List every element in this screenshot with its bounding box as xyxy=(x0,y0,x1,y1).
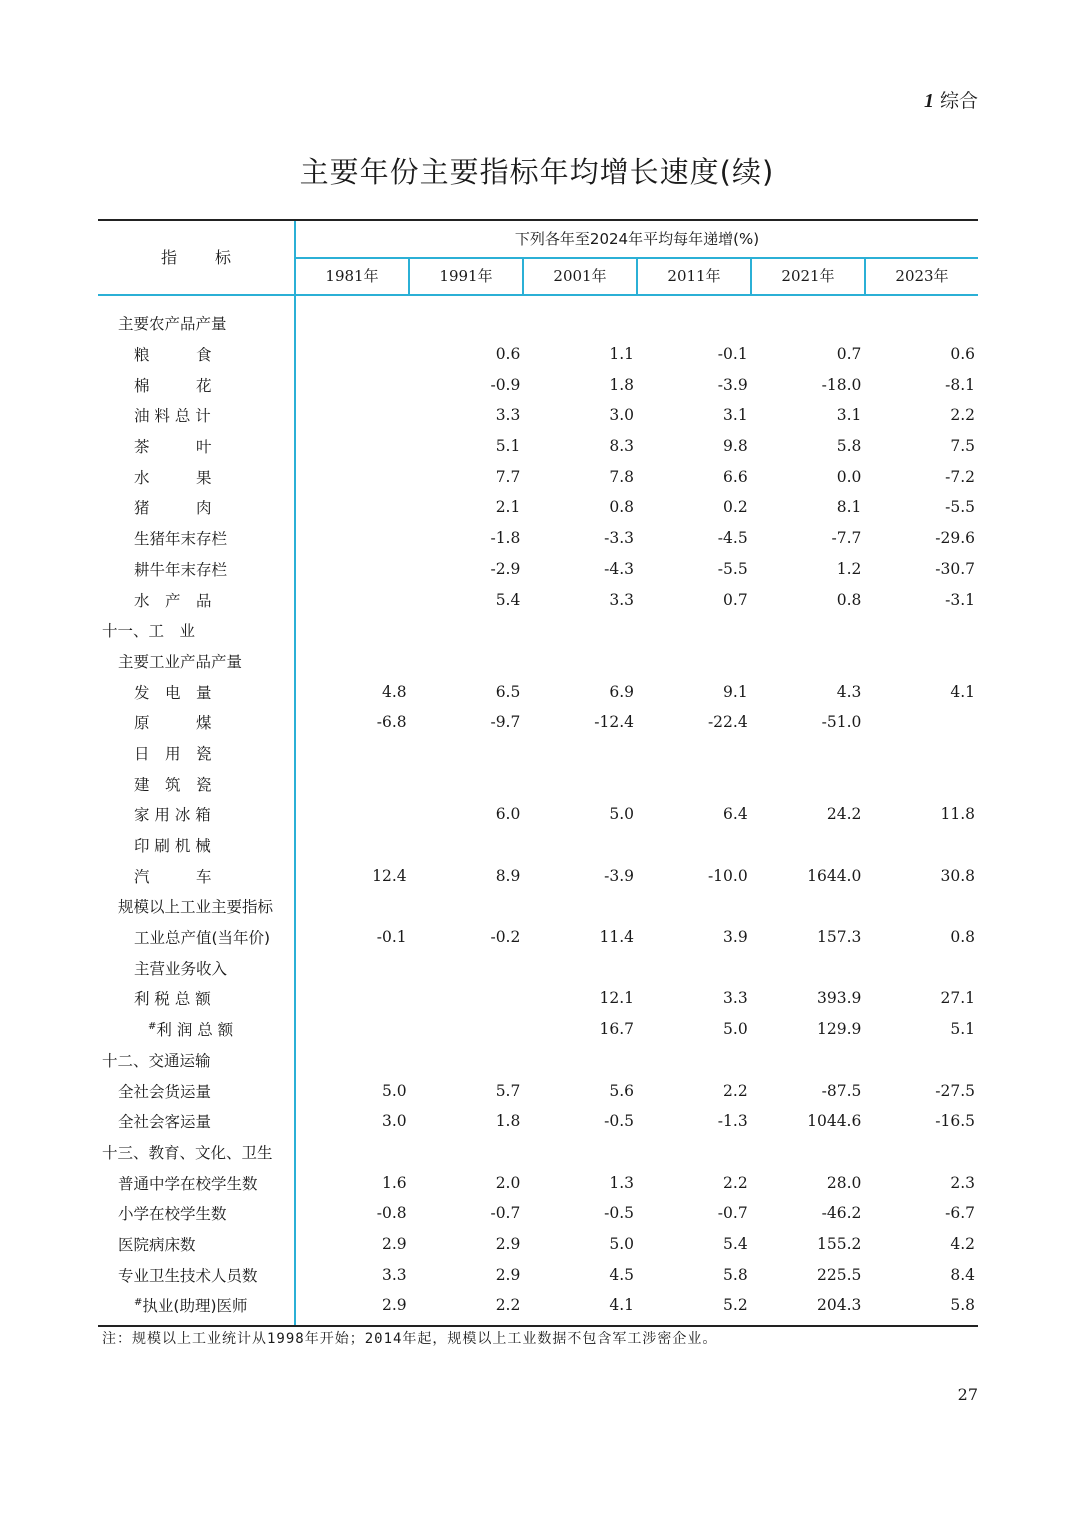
table-row xyxy=(98,860,978,891)
table-row xyxy=(98,1198,978,1229)
table-row xyxy=(98,1014,978,1045)
year-header: 2021年 xyxy=(750,259,864,294)
table-cell: -0.8 xyxy=(376,1204,407,1223)
table-cell: -7.7 xyxy=(831,529,862,548)
row-label-text: 原 煤 xyxy=(134,714,212,733)
table-cell: 5.8 xyxy=(950,1296,976,1315)
table-cell: 3.0 xyxy=(382,1112,407,1131)
row-label-text: 粮 食 xyxy=(134,346,212,365)
table-cell: 5.2 xyxy=(723,1296,748,1315)
table-cell: -2.9 xyxy=(490,559,521,578)
table-row xyxy=(98,676,978,707)
table-cell: 5.8 xyxy=(836,437,862,456)
table-cell: -5.5 xyxy=(717,559,748,578)
table-cell: -0.2 xyxy=(490,928,521,947)
row-label-text: 全社会货运量 xyxy=(118,1082,212,1101)
table-cell: 11.4 xyxy=(599,928,635,947)
table-cell: -6.8 xyxy=(376,713,407,732)
table-cell: -0.5 xyxy=(604,1204,635,1223)
chapter-number: 1 xyxy=(923,90,934,112)
table-cell: 1.2 xyxy=(836,559,862,578)
table-cell: 6.4 xyxy=(723,805,748,824)
chapter-name: 综合 xyxy=(939,90,978,112)
row-prefix-mark: # xyxy=(134,1297,143,1309)
row-label xyxy=(98,527,296,549)
table-row xyxy=(98,1045,978,1076)
table-cell: -3.1 xyxy=(945,590,976,609)
row-label-text: 日 用 瓷 xyxy=(134,744,212,763)
table-cell: 1.3 xyxy=(609,1173,635,1192)
table-cell: 3.3 xyxy=(495,406,521,425)
table-cell: 157.3 xyxy=(816,928,862,947)
row-label-text: 全社会客运量 xyxy=(118,1113,212,1132)
row-label-text: 家 用 冰 箱 xyxy=(134,806,211,825)
row-label-text: 工业总产值(当年价) xyxy=(134,929,271,948)
table-cell: 0.7 xyxy=(723,590,748,609)
footnote: 注：规模以上工业统计从1998年开始；2014年起，规模以上工业数据不包含军工涉密企业。 xyxy=(102,1331,718,1347)
row-label-text: 猪 肉 xyxy=(134,499,212,518)
table-cell xyxy=(296,989,410,1007)
table-cell: 2.2 xyxy=(723,1081,748,1100)
table-cell: -22.4 xyxy=(707,713,748,732)
table-cell: 204.3 xyxy=(816,1296,862,1315)
row-label xyxy=(98,1110,296,1132)
table-cell: -9.7 xyxy=(490,713,521,732)
table-cell: 5.8 xyxy=(723,1265,748,1284)
table-cell: 1.6 xyxy=(382,1173,407,1192)
table-cell: 5.4 xyxy=(723,1234,748,1253)
table-cell: 5.7 xyxy=(495,1081,521,1100)
table-cell: 1.1 xyxy=(609,345,635,364)
table-row xyxy=(98,554,978,585)
table-cell: 2.1 xyxy=(495,498,521,517)
data-table xyxy=(98,219,978,1327)
row-label-text: 十二、交通运输 xyxy=(102,1051,211,1070)
table-cell: 5.4 xyxy=(495,590,521,609)
table-cell: -0.7 xyxy=(717,1204,748,1223)
table-row xyxy=(98,922,978,953)
table-cell: 2.9 xyxy=(382,1296,407,1315)
table-cell: -16.5 xyxy=(935,1112,976,1131)
year-header: 2023年 xyxy=(864,259,978,294)
table-cell: 28.0 xyxy=(826,1173,862,1192)
row-label-text: 医院病床数 xyxy=(118,1235,196,1254)
table-cell: 11.8 xyxy=(940,805,976,824)
table-cell: 6.6 xyxy=(723,467,748,486)
table-cell: -0.7 xyxy=(490,1204,521,1223)
table-cell: -0.9 xyxy=(490,375,521,394)
row-label xyxy=(98,374,296,396)
table-row xyxy=(98,1167,978,1198)
row-label-text: 印 刷 机 械 xyxy=(134,837,211,856)
table-cell: 0.7 xyxy=(836,345,862,364)
table-cell: 0.8 xyxy=(609,498,635,517)
row-label xyxy=(98,926,296,948)
row-label xyxy=(98,987,296,1009)
row-label xyxy=(98,742,296,764)
table-row xyxy=(98,983,978,1014)
table-cell: 6.0 xyxy=(495,805,521,824)
table-body xyxy=(98,296,978,1325)
table-row xyxy=(98,646,978,677)
table-cell: 2.2 xyxy=(950,406,976,425)
table-row xyxy=(98,339,978,370)
row-label xyxy=(98,1141,296,1163)
table-cell: -0.1 xyxy=(717,345,748,364)
table-row xyxy=(98,1259,978,1290)
row-label-text: 执业(助理)医师 xyxy=(142,1297,248,1316)
table-row xyxy=(98,768,978,799)
row-label xyxy=(98,1018,296,1040)
table-cell xyxy=(296,376,410,394)
table-cell xyxy=(410,1020,524,1038)
row-label xyxy=(98,312,296,334)
row-label-text: 发 电 量 xyxy=(134,683,212,702)
table-cell: 2.0 xyxy=(495,1173,521,1192)
table-cell xyxy=(410,989,524,1007)
row-label-text: 生猪年末存栏 xyxy=(134,530,228,549)
table-cell: 8.9 xyxy=(495,866,521,885)
table-cell: -27.5 xyxy=(935,1081,976,1100)
table-cell: 0.6 xyxy=(495,345,521,364)
table-cell: 155.2 xyxy=(816,1234,862,1253)
row-label xyxy=(98,466,296,488)
table-cell: 1.8 xyxy=(495,1112,521,1131)
row-label-text: 建 筑 瓷 xyxy=(134,775,212,794)
table-cell: 5.0 xyxy=(609,805,635,824)
table-row xyxy=(98,1137,978,1168)
table-cell xyxy=(296,437,410,455)
table-cell: -3.3 xyxy=(604,529,635,548)
row-label xyxy=(98,773,296,795)
row-label xyxy=(98,865,296,887)
table-cell: 4.1 xyxy=(950,682,976,701)
table-cell: -3.9 xyxy=(717,375,748,394)
row-label xyxy=(98,1202,296,1224)
row-label xyxy=(98,1233,296,1255)
row-label-text: 耕牛年末存栏 xyxy=(134,560,228,579)
table-cell: -87.5 xyxy=(821,1081,862,1100)
table-cell: 8.1 xyxy=(836,498,862,517)
table-cell: -10.0 xyxy=(707,866,748,885)
row-label xyxy=(98,1294,296,1316)
row-label xyxy=(98,435,296,457)
row-label-text: 利 润 总 额 xyxy=(156,1021,234,1040)
table-cell xyxy=(296,591,410,609)
table-cell: 2.9 xyxy=(382,1234,407,1253)
table-cell: 5.0 xyxy=(609,1234,635,1253)
row-prefix-mark: # xyxy=(148,1021,157,1033)
table-cell: 3.3 xyxy=(723,989,748,1008)
row-label-text: 主营业务收入 xyxy=(134,959,228,978)
row-label xyxy=(98,1080,296,1102)
row-label-text: 利 税 总 额 xyxy=(134,990,211,1009)
table-cell: 4.3 xyxy=(836,682,862,701)
table-cell xyxy=(864,713,978,731)
table-row xyxy=(98,1290,978,1321)
table-cell: 4.1 xyxy=(609,1296,635,1315)
table-cell: 0.8 xyxy=(836,590,862,609)
span-header: 下列各年至2024年平均每年递增(%) xyxy=(296,221,978,259)
table-cell: -1.8 xyxy=(490,529,521,548)
table-cell: 5.1 xyxy=(495,437,521,456)
table-cell: -7.2 xyxy=(945,467,976,486)
row-label-text: 小学在校学生数 xyxy=(118,1205,227,1224)
chapter-header xyxy=(924,86,978,113)
table-cell: 6.9 xyxy=(609,682,635,701)
table-cell: 393.9 xyxy=(816,989,862,1008)
row-label-text: 水 果 xyxy=(134,468,212,487)
table-cell: 129.9 xyxy=(816,1020,862,1039)
row-label xyxy=(98,1172,296,1194)
table-cell: -51.0 xyxy=(821,713,862,732)
table-row xyxy=(98,830,978,861)
row-label-text: 专业卫生技术人员数 xyxy=(118,1266,258,1285)
table-row xyxy=(98,492,978,523)
table-cell: 16.7 xyxy=(599,1020,635,1039)
table-cell: -5.5 xyxy=(945,498,976,517)
table-cell: 7.7 xyxy=(495,467,521,486)
table-cell: -0.1 xyxy=(376,928,407,947)
table-cell: 0.0 xyxy=(836,467,862,486)
row-label-text: 普通中学在校学生数 xyxy=(118,1174,258,1193)
row-label-text: 汽 车 xyxy=(134,867,212,886)
row-label-text: 油 料 总 计 xyxy=(134,407,211,426)
table-row xyxy=(98,523,978,554)
table-cell: 5.0 xyxy=(723,1020,748,1039)
table-cell xyxy=(296,345,410,363)
row-label xyxy=(98,404,296,426)
year-header: 2001年 xyxy=(522,259,636,294)
row-label xyxy=(98,834,296,856)
table-row xyxy=(98,431,978,462)
row-label-text: 规模以上工业主要指标 xyxy=(118,898,274,917)
table-cell: 5.0 xyxy=(382,1081,407,1100)
table-cell: -30.7 xyxy=(935,559,976,578)
table-cell: 5.6 xyxy=(609,1081,635,1100)
table-row xyxy=(98,799,978,830)
table-cell: 2.9 xyxy=(495,1265,521,1284)
table-cell: 9.1 xyxy=(723,682,748,701)
row-label xyxy=(98,895,296,917)
table-cell: 3.0 xyxy=(609,406,635,425)
table-cell: 9.8 xyxy=(723,437,748,456)
table-cell xyxy=(296,498,410,516)
row-label xyxy=(98,496,296,518)
table-row xyxy=(98,1229,978,1260)
table-cell: -0.5 xyxy=(604,1112,635,1131)
row-label xyxy=(98,343,296,365)
table-row xyxy=(98,1075,978,1106)
table-header xyxy=(98,221,978,296)
table-cell: 3.1 xyxy=(723,406,748,425)
table-row xyxy=(98,400,978,431)
table-cell: 2.2 xyxy=(495,1296,521,1315)
table-cell: -18.0 xyxy=(821,375,862,394)
table-cell: -4.3 xyxy=(604,559,635,578)
table-cell xyxy=(296,529,410,547)
year-header: 1981年 xyxy=(325,267,379,285)
table-cell: 3.1 xyxy=(836,406,862,425)
row-label-text: 水 产 品 xyxy=(134,591,212,610)
table-row xyxy=(98,952,978,983)
row-label-text: 茶 叶 xyxy=(134,438,212,457)
table-cell: 1644.0 xyxy=(807,866,862,885)
table-cell: 7.5 xyxy=(950,437,976,456)
table-cell: -46.2 xyxy=(821,1204,862,1223)
table-cell: -4.5 xyxy=(717,529,748,548)
row-label-text: 十一、工 业 xyxy=(102,622,196,641)
row-label xyxy=(98,711,296,733)
row-label xyxy=(98,957,296,979)
row-label xyxy=(98,803,296,825)
table-row xyxy=(98,615,978,646)
table-cell: 0.6 xyxy=(950,345,976,364)
table-cell xyxy=(296,406,410,424)
table-cell: 3.3 xyxy=(382,1265,407,1284)
row-label xyxy=(98,650,296,672)
table-cell: 2.2 xyxy=(723,1173,748,1192)
table-cell: -12.4 xyxy=(594,713,635,732)
table-cell: 3.3 xyxy=(609,590,635,609)
table-row xyxy=(98,738,978,769)
row-label-text: 主要农产品产量 xyxy=(118,315,227,334)
table-cell: 225.5 xyxy=(816,1265,862,1284)
table-cell: -8.1 xyxy=(945,375,976,394)
page-title: 主要年份主要指标年均增长速度(续) xyxy=(299,155,775,189)
table-cell: 24.2 xyxy=(826,805,862,824)
table-cell: 4.2 xyxy=(950,1234,976,1253)
table-cell: 1.8 xyxy=(609,375,635,394)
table-cell: 5.1 xyxy=(950,1020,976,1039)
table-cell: 27.1 xyxy=(940,989,976,1008)
table-row xyxy=(98,461,978,492)
table-cell xyxy=(296,1020,410,1038)
table-row xyxy=(98,584,978,615)
row-label-text: 十三、教育、文化、卫生 xyxy=(102,1143,273,1162)
year-header-row xyxy=(296,259,978,294)
table-cell: -29.6 xyxy=(935,529,976,548)
year-header: 2011年 xyxy=(636,259,750,294)
page-number: 27 xyxy=(957,1385,978,1404)
table-row xyxy=(98,369,978,400)
table-row xyxy=(98,891,978,922)
table-cell: -3.9 xyxy=(604,866,635,885)
table-cell: -1.3 xyxy=(717,1112,748,1131)
table-cell: 0.8 xyxy=(950,928,976,947)
row-label xyxy=(98,589,296,611)
table-cell: 12.1 xyxy=(599,989,635,1008)
table-cell: -6.7 xyxy=(945,1204,976,1223)
table-cell xyxy=(296,560,410,578)
year-header: 1991年 xyxy=(408,259,522,294)
table-cell: 1044.6 xyxy=(807,1112,862,1131)
table-cell: 12.4 xyxy=(372,866,407,885)
table-cell: 2.9 xyxy=(495,1234,521,1253)
table-row xyxy=(98,308,978,339)
indicator-header: 指标 xyxy=(160,248,269,267)
table-cell: 30.8 xyxy=(940,866,976,885)
row-label-text: 主要工业产品产量 xyxy=(118,652,243,671)
table-cell: 4.8 xyxy=(382,682,407,701)
table-cell: 8.3 xyxy=(609,437,635,456)
table-cell: 8.4 xyxy=(950,1265,976,1284)
row-label xyxy=(98,558,296,580)
table-cell: 2.3 xyxy=(950,1173,976,1192)
row-label xyxy=(98,1264,296,1286)
row-label xyxy=(98,681,296,703)
table-cell xyxy=(296,805,410,823)
table-row xyxy=(98,707,978,738)
row-label xyxy=(98,619,296,641)
table-cell: 4.5 xyxy=(609,1265,635,1284)
table-cell: 3.9 xyxy=(723,928,748,947)
row-label xyxy=(98,1049,296,1071)
table-cell: 0.2 xyxy=(723,498,748,517)
row-label-text: 棉 花 xyxy=(134,376,212,395)
table-row xyxy=(98,1106,978,1137)
table-cell xyxy=(296,468,410,486)
table-cell: 7.8 xyxy=(609,467,635,486)
table-cell: 6.5 xyxy=(495,682,521,701)
